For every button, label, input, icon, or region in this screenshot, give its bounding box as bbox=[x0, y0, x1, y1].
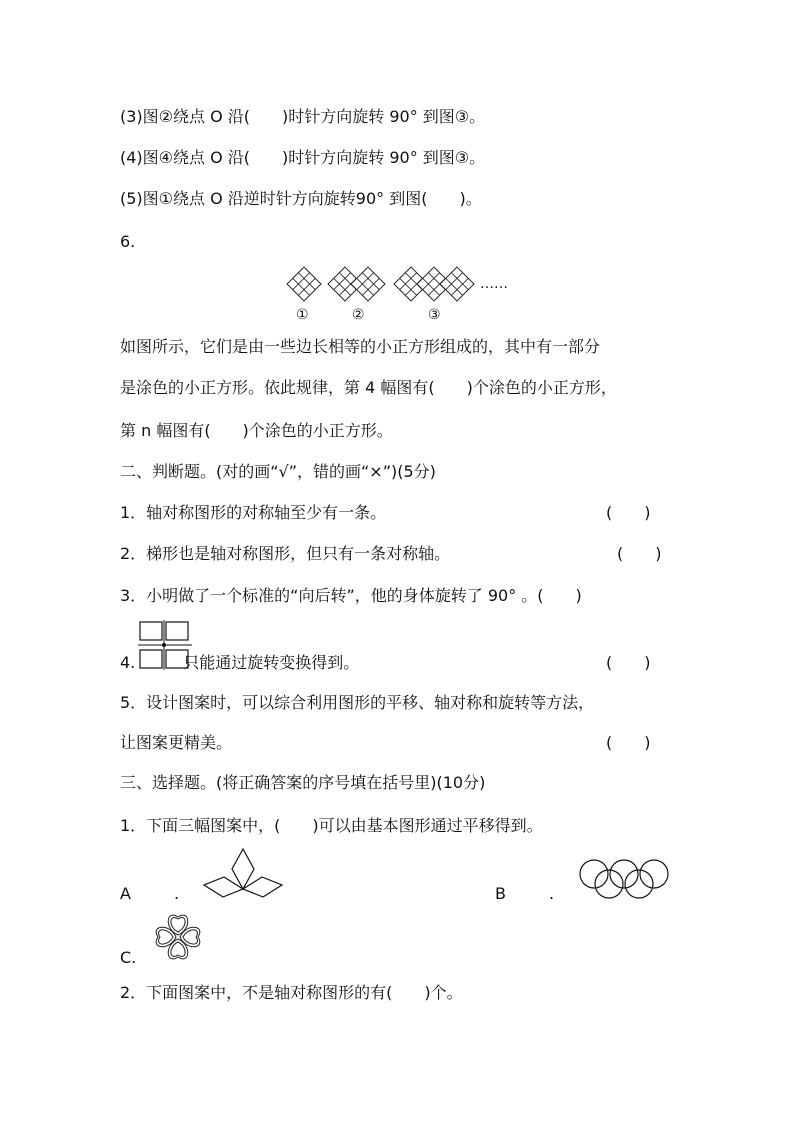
option-c-figure bbox=[146, 906, 210, 968]
pattern-figure-2 bbox=[328, 267, 385, 301]
option-b-figure bbox=[576, 859, 676, 899]
pattern-label-3: ③ bbox=[428, 307, 441, 323]
question-6-text-2: 是涂色的小正方形。依此规律，第 4 幅图有( )个涂色的小正方形， bbox=[120, 378, 617, 397]
judge-item-4: 4. 只能通过旋转变换得到。 bbox=[120, 653, 360, 672]
question-6-number: 6. bbox=[120, 232, 136, 251]
judge-heading: 二、判断题。(对的画“√”，错的画“×”)(5分) bbox=[120, 462, 436, 481]
judge-answer-4[interactable]: ( ) bbox=[606, 653, 651, 672]
choice-question-1: 1．下面三幅图案中，( )可以由基本图形通过平移得到。 bbox=[120, 816, 543, 835]
judge-answer-1[interactable]: ( ) bbox=[606, 503, 651, 522]
question-5: (5)图①绕点 O 沿逆时针方向旋转90° 到图( )。 bbox=[120, 189, 482, 208]
judge-item-1: 1．轴对称图形的对称轴至少有一条。 bbox=[120, 503, 387, 522]
choice-option-c: C. bbox=[120, 948, 137, 967]
pattern-figure-1 bbox=[287, 267, 321, 301]
question-3: (3)图②绕点 O 沿( )时针方向旋转 90° 到图③。 bbox=[120, 107, 486, 126]
judge-answer-5[interactable]: ( ) bbox=[606, 733, 651, 752]
pattern-label-1: ① bbox=[296, 307, 309, 323]
judge-item-2: 2．梯形也是轴对称图形，但只有一条对称轴。 bbox=[120, 544, 451, 563]
judge-item-5: 5．设计图案时，可以综合利用图形的平移、轴对称和旋转等方法， bbox=[120, 693, 595, 712]
judge-answer-2[interactable]: ( ) bbox=[617, 544, 662, 563]
choice-question-2: 2．下面图案中，不是轴对称图形的有( )个。 bbox=[120, 983, 463, 1002]
option-a-dot: . bbox=[174, 884, 180, 903]
judge-item-5-cont: 让图案更精美。 bbox=[120, 733, 233, 752]
question-6-text-3: 第 n 幅图有( )个涂色的小正方形。 bbox=[120, 421, 393, 440]
pattern-ellipsis: …… bbox=[480, 276, 508, 292]
choice-option-b: B bbox=[495, 884, 506, 903]
question-4: (4)图④绕点 O 沿( )时针方向旋转 90° 到图③。 bbox=[120, 148, 486, 167]
pattern-label-2: ② bbox=[352, 307, 365, 323]
pattern-figure-3 bbox=[394, 267, 474, 301]
option-b-dot: . bbox=[549, 884, 555, 903]
choice-heading: 三、选择题。(将正确答案的序号填在括号里)(10分) bbox=[120, 773, 486, 792]
question-6-text-1: 如图所示，它们是由一些边长相等的小正方形组成的，其中有一部分 bbox=[120, 337, 601, 356]
option-a-figure bbox=[202, 847, 284, 899]
judge-item-3: 3．小明做了一个标准的“向后转”，他的身体旋转了 90° 。( ) bbox=[120, 586, 582, 605]
choice-option-a: A bbox=[120, 884, 131, 903]
